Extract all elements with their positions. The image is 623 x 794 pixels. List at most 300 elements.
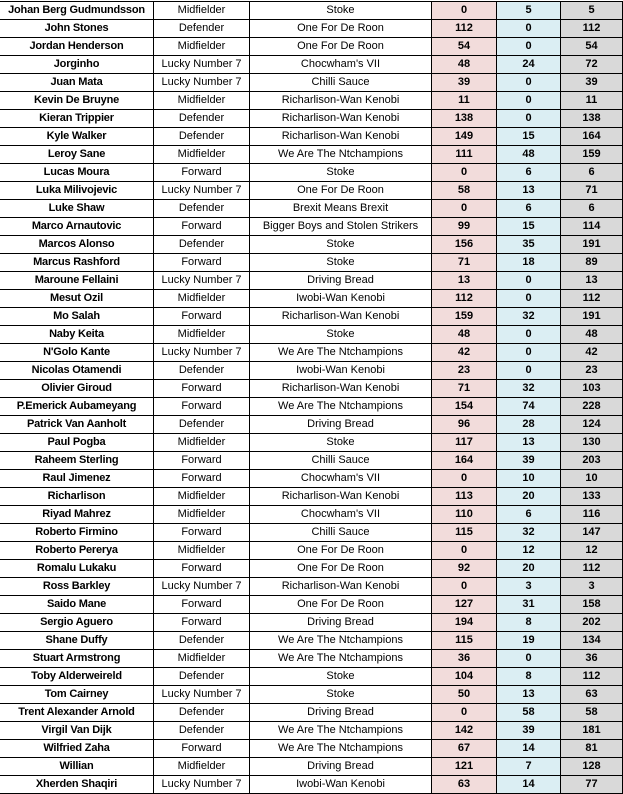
- table-row: [0, 236, 623, 254]
- player-name-cell[interactable]: Romalu Lukaku: [0, 560, 154, 578]
- position-cell[interactable]: Lucky Number 7: [154, 182, 250, 200]
- player-name-cell[interactable]: Roberto Firmino: [0, 524, 154, 542]
- total-cell[interactable]: 116: [561, 506, 623, 524]
- table-row: [0, 110, 623, 128]
- points-cell-2[interactable]: 20: [497, 488, 561, 506]
- points-cell-1[interactable]: 104: [432, 668, 497, 686]
- position-cell[interactable]: Midfielder: [154, 146, 250, 164]
- team-cell[interactable]: Iwobi-Wan Kenobi: [250, 776, 432, 794]
- points-cell-2[interactable]: 20: [497, 560, 561, 578]
- position-cell[interactable]: Lucky Number 7: [154, 272, 250, 290]
- table-row: [0, 272, 623, 290]
- position-cell[interactable]: Forward: [154, 398, 250, 416]
- team-cell[interactable]: One For De Roon: [250, 560, 432, 578]
- team-cell[interactable]: Richarlison-Wan Kenobi: [250, 578, 432, 596]
- total-cell[interactable]: 103: [561, 380, 623, 398]
- team-cell[interactable]: We Are The Ntchampions: [250, 344, 432, 362]
- team-cell[interactable]: One For De Roon: [250, 542, 432, 560]
- player-name-cell[interactable]: P.Emerick Aubameyang: [0, 398, 154, 416]
- table-row: [0, 470, 623, 488]
- player-name-cell[interactable]: Willian: [0, 758, 154, 776]
- points-cell-2[interactable]: 13: [497, 182, 561, 200]
- points-cell-1[interactable]: 142: [432, 722, 497, 740]
- points-cell-1[interactable]: 159: [432, 308, 497, 326]
- table-row: [0, 704, 623, 722]
- total-cell[interactable]: 42: [561, 344, 623, 362]
- table-row: [0, 686, 623, 704]
- player-name-cell[interactable]: John Stones: [0, 20, 154, 38]
- points-cell-1[interactable]: 113: [432, 488, 497, 506]
- position-cell[interactable]: Forward: [154, 596, 250, 614]
- table-row: [0, 758, 623, 776]
- points-cell-1[interactable]: 92: [432, 560, 497, 578]
- position-cell[interactable]: Defender: [154, 200, 250, 218]
- points-cell-1[interactable]: 156: [432, 236, 497, 254]
- points-cell-2[interactable]: 0: [497, 344, 561, 362]
- table-row: [0, 488, 623, 506]
- total-cell[interactable]: 54: [561, 38, 623, 56]
- team-cell[interactable]: Stoke: [250, 668, 432, 686]
- team-cell[interactable]: We Are The Ntchampions: [250, 740, 432, 758]
- total-cell[interactable]: 112: [561, 20, 623, 38]
- total-cell[interactable]: 112: [561, 560, 623, 578]
- player-name-cell[interactable]: Kevin De Bruyne: [0, 92, 154, 110]
- position-cell[interactable]: Forward: [154, 254, 250, 272]
- table-row: [0, 56, 623, 74]
- position-cell[interactable]: Midfielder: [154, 2, 250, 20]
- points-cell-1[interactable]: 127: [432, 596, 497, 614]
- points-cell-1[interactable]: 0: [432, 470, 497, 488]
- player-name-cell[interactable]: Mesut Ozil: [0, 290, 154, 308]
- points-cell-2[interactable]: 18: [497, 254, 561, 272]
- table-row: [0, 668, 623, 686]
- position-cell[interactable]: Defender: [154, 416, 250, 434]
- player-name-cell[interactable]: Saido Mane: [0, 596, 154, 614]
- team-cell[interactable]: Chocwham's VII: [250, 470, 432, 488]
- table-row: [0, 20, 623, 38]
- team-cell[interactable]: Chocwham's VII: [250, 506, 432, 524]
- team-cell[interactable]: Stoke: [250, 2, 432, 20]
- points-cell-2[interactable]: 39: [497, 722, 561, 740]
- table-body: [0, 2, 623, 794]
- position-cell[interactable]: Forward: [154, 470, 250, 488]
- points-cell-1[interactable]: 138: [432, 110, 497, 128]
- position-cell[interactable]: Defender: [154, 632, 250, 650]
- points-cell-2[interactable]: 8: [497, 614, 561, 632]
- position-cell[interactable]: Midfielder: [154, 506, 250, 524]
- points-cell-1[interactable]: 36: [432, 650, 497, 668]
- total-cell[interactable]: 159: [561, 146, 623, 164]
- total-cell[interactable]: 6: [561, 164, 623, 182]
- position-cell[interactable]: Defender: [154, 668, 250, 686]
- player-name-cell[interactable]: Marcos Alonso: [0, 236, 154, 254]
- total-cell[interactable]: 13: [561, 272, 623, 290]
- points-cell-2[interactable]: 14: [497, 740, 561, 758]
- points-cell-2[interactable]: 48: [497, 146, 561, 164]
- position-cell[interactable]: Defender: [154, 362, 250, 380]
- points-cell-1[interactable]: 0: [432, 578, 497, 596]
- total-cell[interactable]: 158: [561, 596, 623, 614]
- total-cell[interactable]: 228: [561, 398, 623, 416]
- player-name-cell[interactable]: Marco Arnautovic: [0, 218, 154, 236]
- table-row: [0, 308, 623, 326]
- team-cell[interactable]: Richarlison-Wan Kenobi: [250, 92, 432, 110]
- player-name-cell[interactable]: Maroune Fellaini: [0, 272, 154, 290]
- total-cell[interactable]: 147: [561, 524, 623, 542]
- points-cell-2[interactable]: 10: [497, 470, 561, 488]
- team-cell[interactable]: Driving Bread: [250, 704, 432, 722]
- table-row: [0, 92, 623, 110]
- position-cell[interactable]: Forward: [154, 218, 250, 236]
- points-cell-2[interactable]: 32: [497, 380, 561, 398]
- player-name-cell[interactable]: Johan Berg Gudmundsson: [0, 2, 154, 20]
- points-cell-2[interactable]: 14: [497, 776, 561, 794]
- points-cell-1[interactable]: 71: [432, 380, 497, 398]
- team-cell[interactable]: Driving Bread: [250, 416, 432, 434]
- points-cell-2[interactable]: 8: [497, 668, 561, 686]
- position-cell[interactable]: Forward: [154, 560, 250, 578]
- table-row: [0, 146, 623, 164]
- points-cell-1[interactable]: 67: [432, 740, 497, 758]
- total-cell[interactable]: 191: [561, 236, 623, 254]
- points-cell-2[interactable]: 35: [497, 236, 561, 254]
- points-cell-2[interactable]: 6: [497, 200, 561, 218]
- player-name-cell[interactable]: Riyad Mahrez: [0, 506, 154, 524]
- position-cell[interactable]: Midfielder: [154, 542, 250, 560]
- total-cell[interactable]: 203: [561, 452, 623, 470]
- team-cell[interactable]: Iwobi-Wan Kenobi: [250, 290, 432, 308]
- team-cell[interactable]: Chilli Sauce: [250, 74, 432, 92]
- points-cell-2[interactable]: 13: [497, 686, 561, 704]
- points-cell-1[interactable]: 58: [432, 182, 497, 200]
- points-cell-2[interactable]: 0: [497, 74, 561, 92]
- points-cell-2[interactable]: 0: [497, 290, 561, 308]
- table-row: [0, 326, 623, 344]
- table-row: [0, 614, 623, 632]
- points-cell-1[interactable]: 48: [432, 56, 497, 74]
- points-cell-2[interactable]: 15: [497, 218, 561, 236]
- total-cell[interactable]: 5: [561, 2, 623, 20]
- points-cell-1[interactable]: 154: [432, 398, 497, 416]
- table-row: [0, 524, 623, 542]
- total-cell[interactable]: 138: [561, 110, 623, 128]
- points-cell-1[interactable]: 50: [432, 686, 497, 704]
- team-cell[interactable]: Driving Bread: [250, 758, 432, 776]
- table-row: [0, 506, 623, 524]
- position-cell[interactable]: Defender: [154, 20, 250, 38]
- table-row: [0, 74, 623, 92]
- points-cell-1[interactable]: 13: [432, 272, 497, 290]
- total-cell[interactable]: 72: [561, 56, 623, 74]
- team-cell[interactable]: We Are The Ntchampions: [250, 722, 432, 740]
- player-name-cell[interactable]: N'Golo Kante: [0, 344, 154, 362]
- points-cell-2[interactable]: 39: [497, 452, 561, 470]
- team-cell[interactable]: Chilli Sauce: [250, 524, 432, 542]
- player-name-cell[interactable]: Tom Cairney: [0, 686, 154, 704]
- team-cell[interactable]: Stoke: [250, 236, 432, 254]
- player-name-cell[interactable]: Wilfried Zaha: [0, 740, 154, 758]
- team-cell[interactable]: Driving Bread: [250, 272, 432, 290]
- position-cell[interactable]: Lucky Number 7: [154, 578, 250, 596]
- table-row: [0, 200, 623, 218]
- points-cell-2[interactable]: 0: [497, 20, 561, 38]
- points-cell-1[interactable]: 112: [432, 290, 497, 308]
- table-row: [0, 182, 623, 200]
- position-cell[interactable]: Midfielder: [154, 434, 250, 452]
- player-name-cell[interactable]: Olivier Giroud: [0, 380, 154, 398]
- total-cell[interactable]: 10: [561, 470, 623, 488]
- points-cell-1[interactable]: 23: [432, 362, 497, 380]
- team-cell[interactable]: Driving Bread: [250, 614, 432, 632]
- table-row: [0, 2, 623, 20]
- points-cell-2[interactable]: 0: [497, 110, 561, 128]
- player-name-cell[interactable]: Luke Shaw: [0, 200, 154, 218]
- team-cell[interactable]: Richarlison-Wan Kenobi: [250, 308, 432, 326]
- points-cell-2[interactable]: 3: [497, 578, 561, 596]
- points-cell-1[interactable]: 121: [432, 758, 497, 776]
- position-cell[interactable]: Forward: [154, 380, 250, 398]
- total-cell[interactable]: 71: [561, 182, 623, 200]
- total-cell[interactable]: 112: [561, 290, 623, 308]
- position-cell[interactable]: Midfielder: [154, 92, 250, 110]
- points-cell-2[interactable]: 7: [497, 758, 561, 776]
- total-cell[interactable]: 89: [561, 254, 623, 272]
- table-row: [0, 38, 623, 56]
- total-cell[interactable]: 11: [561, 92, 623, 110]
- points-cell-2[interactable]: 6: [497, 506, 561, 524]
- position-cell[interactable]: Forward: [154, 614, 250, 632]
- points-cell-1[interactable]: 115: [432, 632, 497, 650]
- points-cell-2[interactable]: 6: [497, 164, 561, 182]
- team-cell[interactable]: One For De Roon: [250, 182, 432, 200]
- total-cell[interactable]: 133: [561, 488, 623, 506]
- player-name-cell[interactable]: Paul Pogba: [0, 434, 154, 452]
- team-cell[interactable]: One For De Roon: [250, 38, 432, 56]
- player-name-cell[interactable]: Juan Mata: [0, 74, 154, 92]
- points-cell-2[interactable]: 0: [497, 650, 561, 668]
- team-cell[interactable]: Richarlison-Wan Kenobi: [250, 128, 432, 146]
- position-cell[interactable]: Midfielder: [154, 488, 250, 506]
- team-cell[interactable]: One For De Roon: [250, 20, 432, 38]
- points-cell-2[interactable]: 32: [497, 524, 561, 542]
- team-cell[interactable]: Richarlison-Wan Kenobi: [250, 110, 432, 128]
- points-cell-1[interactable]: 99: [432, 218, 497, 236]
- position-cell[interactable]: Lucky Number 7: [154, 56, 250, 74]
- table-row: [0, 542, 623, 560]
- team-cell[interactable]: We Are The Ntchampions: [250, 398, 432, 416]
- points-cell-1[interactable]: 164: [432, 452, 497, 470]
- points-cell-2[interactable]: 15: [497, 128, 561, 146]
- team-cell[interactable]: Brexit Means Brexit: [250, 200, 432, 218]
- total-cell[interactable]: 58: [561, 704, 623, 722]
- table-row: [0, 254, 623, 272]
- total-cell[interactable]: 202: [561, 614, 623, 632]
- position-cell[interactable]: Defender: [154, 722, 250, 740]
- position-cell[interactable]: Lucky Number 7: [154, 686, 250, 704]
- points-cell-2[interactable]: 31: [497, 596, 561, 614]
- total-cell[interactable]: 181: [561, 722, 623, 740]
- team-cell[interactable]: Stoke: [250, 686, 432, 704]
- position-cell[interactable]: Forward: [154, 308, 250, 326]
- total-cell[interactable]: 48: [561, 326, 623, 344]
- position-cell[interactable]: Lucky Number 7: [154, 776, 250, 794]
- player-name-cell[interactable]: Xherden Shaqiri: [0, 776, 154, 794]
- points-cell-1[interactable]: 112: [432, 20, 497, 38]
- points-cell-1[interactable]: 42: [432, 344, 497, 362]
- points-cell-1[interactable]: 11: [432, 92, 497, 110]
- position-cell[interactable]: Defender: [154, 236, 250, 254]
- player-name-cell[interactable]: Nicolas Otamendi: [0, 362, 154, 380]
- table-row: [0, 164, 623, 182]
- team-cell[interactable]: Stoke: [250, 326, 432, 344]
- player-name-cell[interactable]: Toby Alderweireld: [0, 668, 154, 686]
- position-cell[interactable]: Defender: [154, 110, 250, 128]
- points-cell-1[interactable]: 63: [432, 776, 497, 794]
- table-row: [0, 344, 623, 362]
- points-cell-1[interactable]: 110: [432, 506, 497, 524]
- points-cell-1[interactable]: 0: [432, 200, 497, 218]
- total-cell[interactable]: 6: [561, 200, 623, 218]
- table-row: [0, 776, 623, 794]
- points-cell-1[interactable]: 0: [432, 704, 497, 722]
- position-cell[interactable]: Midfielder: [154, 758, 250, 776]
- total-cell[interactable]: 134: [561, 632, 623, 650]
- team-cell[interactable]: Iwobi-Wan Kenobi: [250, 362, 432, 380]
- points-cell-1[interactable]: 115: [432, 524, 497, 542]
- points-cell-2[interactable]: 32: [497, 308, 561, 326]
- position-cell[interactable]: Defender: [154, 128, 250, 146]
- player-name-cell[interactable]: Kyle Walker: [0, 128, 154, 146]
- table-row: [0, 434, 623, 452]
- total-cell[interactable]: 12: [561, 542, 623, 560]
- team-cell[interactable]: Bigger Boys and Stolen Strikers: [250, 218, 432, 236]
- points-cell-1[interactable]: 194: [432, 614, 497, 632]
- player-name-cell[interactable]: Jordan Henderson: [0, 38, 154, 56]
- points-cell-2[interactable]: 0: [497, 362, 561, 380]
- points-cell-2[interactable]: 12: [497, 542, 561, 560]
- total-cell[interactable]: 63: [561, 686, 623, 704]
- total-cell[interactable]: 164: [561, 128, 623, 146]
- position-cell[interactable]: Midfielder: [154, 326, 250, 344]
- table-row: [0, 290, 623, 308]
- player-name-cell[interactable]: Virgil Van Dijk: [0, 722, 154, 740]
- total-cell[interactable]: 81: [561, 740, 623, 758]
- points-cell-1[interactable]: 96: [432, 416, 497, 434]
- points-cell-2[interactable]: 5: [497, 2, 561, 20]
- points-cell-1[interactable]: 39: [432, 74, 497, 92]
- player-name-cell[interactable]: Raheem Sterling: [0, 452, 154, 470]
- points-cell-1[interactable]: 0: [432, 2, 497, 20]
- points-cell-2[interactable]: 0: [497, 272, 561, 290]
- player-name-cell[interactable]: Leroy Sane: [0, 146, 154, 164]
- player-name-cell[interactable]: Kieran Trippier: [0, 110, 154, 128]
- player-name-cell[interactable]: Raul Jimenez: [0, 470, 154, 488]
- position-cell[interactable]: Midfielder: [154, 38, 250, 56]
- points-cell-1[interactable]: 54: [432, 38, 497, 56]
- player-name-cell[interactable]: Marcus Rashford: [0, 254, 154, 272]
- points-cell-1[interactable]: 149: [432, 128, 497, 146]
- total-cell[interactable]: 39: [561, 74, 623, 92]
- table-row: [0, 380, 623, 398]
- points-cell-1[interactable]: 117: [432, 434, 497, 452]
- team-cell[interactable]: Chilli Sauce: [250, 452, 432, 470]
- points-cell-1[interactable]: 111: [432, 146, 497, 164]
- team-cell[interactable]: Richarlison-Wan Kenobi: [250, 488, 432, 506]
- table-row: [0, 596, 623, 614]
- total-cell[interactable]: 128: [561, 758, 623, 776]
- points-cell-2[interactable]: 58: [497, 704, 561, 722]
- total-cell[interactable]: 191: [561, 308, 623, 326]
- points-cell-2[interactable]: 19: [497, 632, 561, 650]
- team-cell[interactable]: One For De Roon: [250, 596, 432, 614]
- points-cell-2[interactable]: 28: [497, 416, 561, 434]
- player-name-cell[interactable]: Richarlison: [0, 488, 154, 506]
- points-cell-2[interactable]: 0: [497, 92, 561, 110]
- position-cell[interactable]: Lucky Number 7: [154, 74, 250, 92]
- team-cell[interactable]: Chocwham's VII: [250, 56, 432, 74]
- player-name-cell[interactable]: Sergio Aguero: [0, 614, 154, 632]
- total-cell[interactable]: 77: [561, 776, 623, 794]
- points-cell-2[interactable]: 0: [497, 38, 561, 56]
- total-cell[interactable]: 114: [561, 218, 623, 236]
- points-cell-1[interactable]: 48: [432, 326, 497, 344]
- team-cell[interactable]: We Are The Ntchampions: [250, 632, 432, 650]
- table-row: [0, 416, 623, 434]
- total-cell[interactable]: 23: [561, 362, 623, 380]
- player-name-cell[interactable]: Stuart Armstrong: [0, 650, 154, 668]
- player-name-cell[interactable]: Roberto Pererya: [0, 542, 154, 560]
- position-cell[interactable]: Midfielder: [154, 650, 250, 668]
- team-cell[interactable]: We Are The Ntchampions: [250, 146, 432, 164]
- position-cell[interactable]: Forward: [154, 524, 250, 542]
- points-cell-2[interactable]: 24: [497, 56, 561, 74]
- player-name-cell[interactable]: Patrick Van Aanholt: [0, 416, 154, 434]
- total-cell[interactable]: 112: [561, 668, 623, 686]
- table-row: [0, 398, 623, 416]
- team-cell[interactable]: Stoke: [250, 434, 432, 452]
- player-name-cell[interactable]: Naby Keita: [0, 326, 154, 344]
- points-cell-1[interactable]: 0: [432, 164, 497, 182]
- player-name-cell[interactable]: Ross Barkley: [0, 578, 154, 596]
- points-cell-2[interactable]: 74: [497, 398, 561, 416]
- total-cell[interactable]: 36: [561, 650, 623, 668]
- position-cell[interactable]: Forward: [154, 740, 250, 758]
- team-cell[interactable]: Stoke: [250, 164, 432, 182]
- position-cell[interactable]: Defender: [154, 704, 250, 722]
- points-cell-1[interactable]: 71: [432, 254, 497, 272]
- player-name-cell[interactable]: Luka Milivojevic: [0, 182, 154, 200]
- position-cell[interactable]: Forward: [154, 452, 250, 470]
- player-name-cell[interactable]: Trent Alexander Arnold: [0, 704, 154, 722]
- table-row: [0, 650, 623, 668]
- total-cell[interactable]: 3: [561, 578, 623, 596]
- points-cell-2[interactable]: 13: [497, 434, 561, 452]
- total-cell[interactable]: 130: [561, 434, 623, 452]
- position-cell[interactable]: Forward: [154, 164, 250, 182]
- team-cell[interactable]: Richarlison-Wan Kenobi: [250, 380, 432, 398]
- team-cell[interactable]: We Are The Ntchampions: [250, 650, 432, 668]
- points-cell-1[interactable]: 0: [432, 542, 497, 560]
- points-cell-2[interactable]: 0: [497, 326, 561, 344]
- player-name-cell[interactable]: Shane Duffy: [0, 632, 154, 650]
- player-name-cell[interactable]: Lucas Moura: [0, 164, 154, 182]
- total-cell[interactable]: 124: [561, 416, 623, 434]
- team-cell[interactable]: Stoke: [250, 254, 432, 272]
- position-cell[interactable]: Lucky Number 7: [154, 344, 250, 362]
- position-cell[interactable]: Midfielder: [154, 290, 250, 308]
- player-name-cell[interactable]: Jorginho: [0, 56, 154, 74]
- player-name-cell[interactable]: Mo Salah: [0, 308, 154, 326]
